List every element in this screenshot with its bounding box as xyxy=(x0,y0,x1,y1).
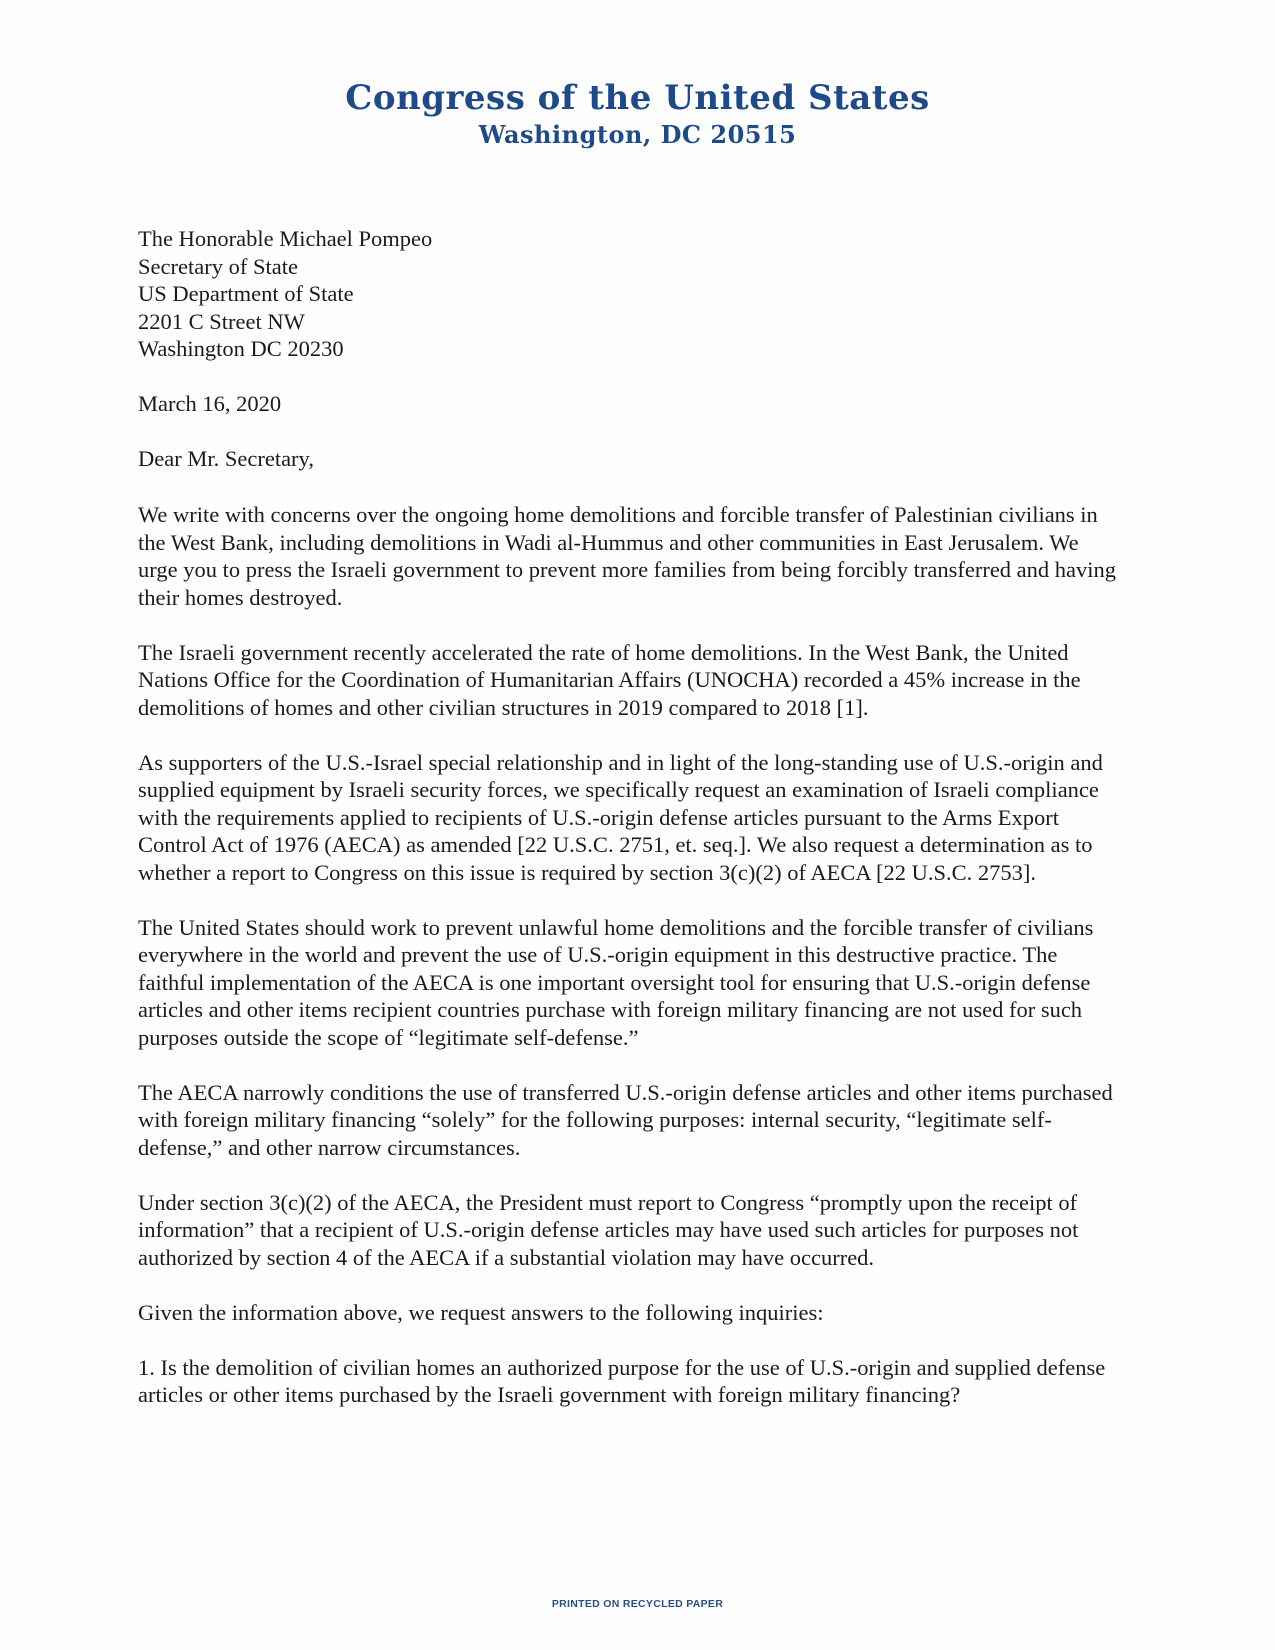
letterhead-title: Congress of the United States xyxy=(345,78,930,118)
paragraph-inquiries-intro: Given the information above, we request answers to the following inquiries: xyxy=(138,1299,824,1325)
inquiry-item-1: 1. Is the demolition of civilian homes an authorized purpose for the use of U.S.-origin and supplied defense articles or other items purchased by the Israeli government with foreign military financing? xyxy=(138,1354,1106,1407)
recipient-city: Washington DC 20230 xyxy=(138,336,344,361)
paragraph-reporting-requirement: Under section 3(c)(2) of the AECA, the President must report to Congress “promptly upon the receipt of information” that a recipient of U.S.-origin defense articles may have used such articles for purposes not authorized by section 4 of the AECA if a substantial violation may have occurred. xyxy=(138,1189,1079,1270)
recipient-organization: US Department of State xyxy=(138,281,354,306)
salutation: Dear Mr. Secretary, xyxy=(138,446,314,471)
recycled-paper-footer: PRINTED ON RECYCLED PAPER xyxy=(551,1598,724,1610)
letter-date: March 16, 2020 xyxy=(138,391,282,416)
recipient-name: The Honorable Michael Pompeo xyxy=(138,226,433,251)
letterhead-subtitle: Washington, DC 20515 xyxy=(478,120,797,149)
recipient-address xyxy=(138,225,1138,363)
paragraph-aeca-request: As supporters of the U.S.-Israel special relationship and in light of the long-standing use of U.S.-origin and supplied equipment by Israeli security forces, we specifically request an examination of Israeli compliance with the requirements applied to recipients of U.S.-origin defense articles pursuant to the Arms Export Control Act of 1976 (AECA) as amended [22 U.S.C. 2751, et. seq.]. We also request a determination as to whether a report to Congress on this issue is required by section 3(c)(2) of AECA [22 U.S.C. 2753]. xyxy=(138,749,1103,885)
paragraph-prevent-demolitions: The United States should work to prevent unlawful home demolitions and the forcible transfer of civilians everywhere in the world and prevent the use of U.S.-origin equipment in this destructive practice. The faithful implementation of the AECA is one important oversight tool for ensuring that U.S.-origin defense articles and other items recipient countries purchase with foreign military financing are not used for such purposes outside the scope of “legitimate self-defense.” xyxy=(138,914,1094,1050)
paragraph-concerns: We write with concerns over the ongoing home demolitions and forcible transfer of Palestinian civilians in the West Bank, including demolitions in Wadi al-Hummus and other communities in East Jerusalem. We urge you to press the Israeli government to prevent more families from being forcibly transferred and having their homes destroyed. xyxy=(138,502,1117,610)
letterhead xyxy=(0,78,1275,150)
paragraph-demolition-rate: The Israeli government recently accelerated the rate of home demolitions. In the West Bank, the United Nations Office for the Coordination of Humanitarian Affairs (UNOCHA) recorded a 45% increase in the demolitions of homes and other civilian structures in 2019 compared to 2018 [1]. xyxy=(138,639,1081,720)
recipient-title: Secretary of State xyxy=(138,253,298,279)
letter-body xyxy=(138,501,1123,1436)
recipient-street: 2201 C Street NW xyxy=(138,308,305,334)
paragraph-aeca-conditions: The AECA narrowly conditions the use of transferred U.S.-origin defense articles and other items purchased with foreign military financing “solely” for the following purposes: internal security, “legitimate self-defense,” and other narrow circumstances. xyxy=(138,1079,1113,1160)
